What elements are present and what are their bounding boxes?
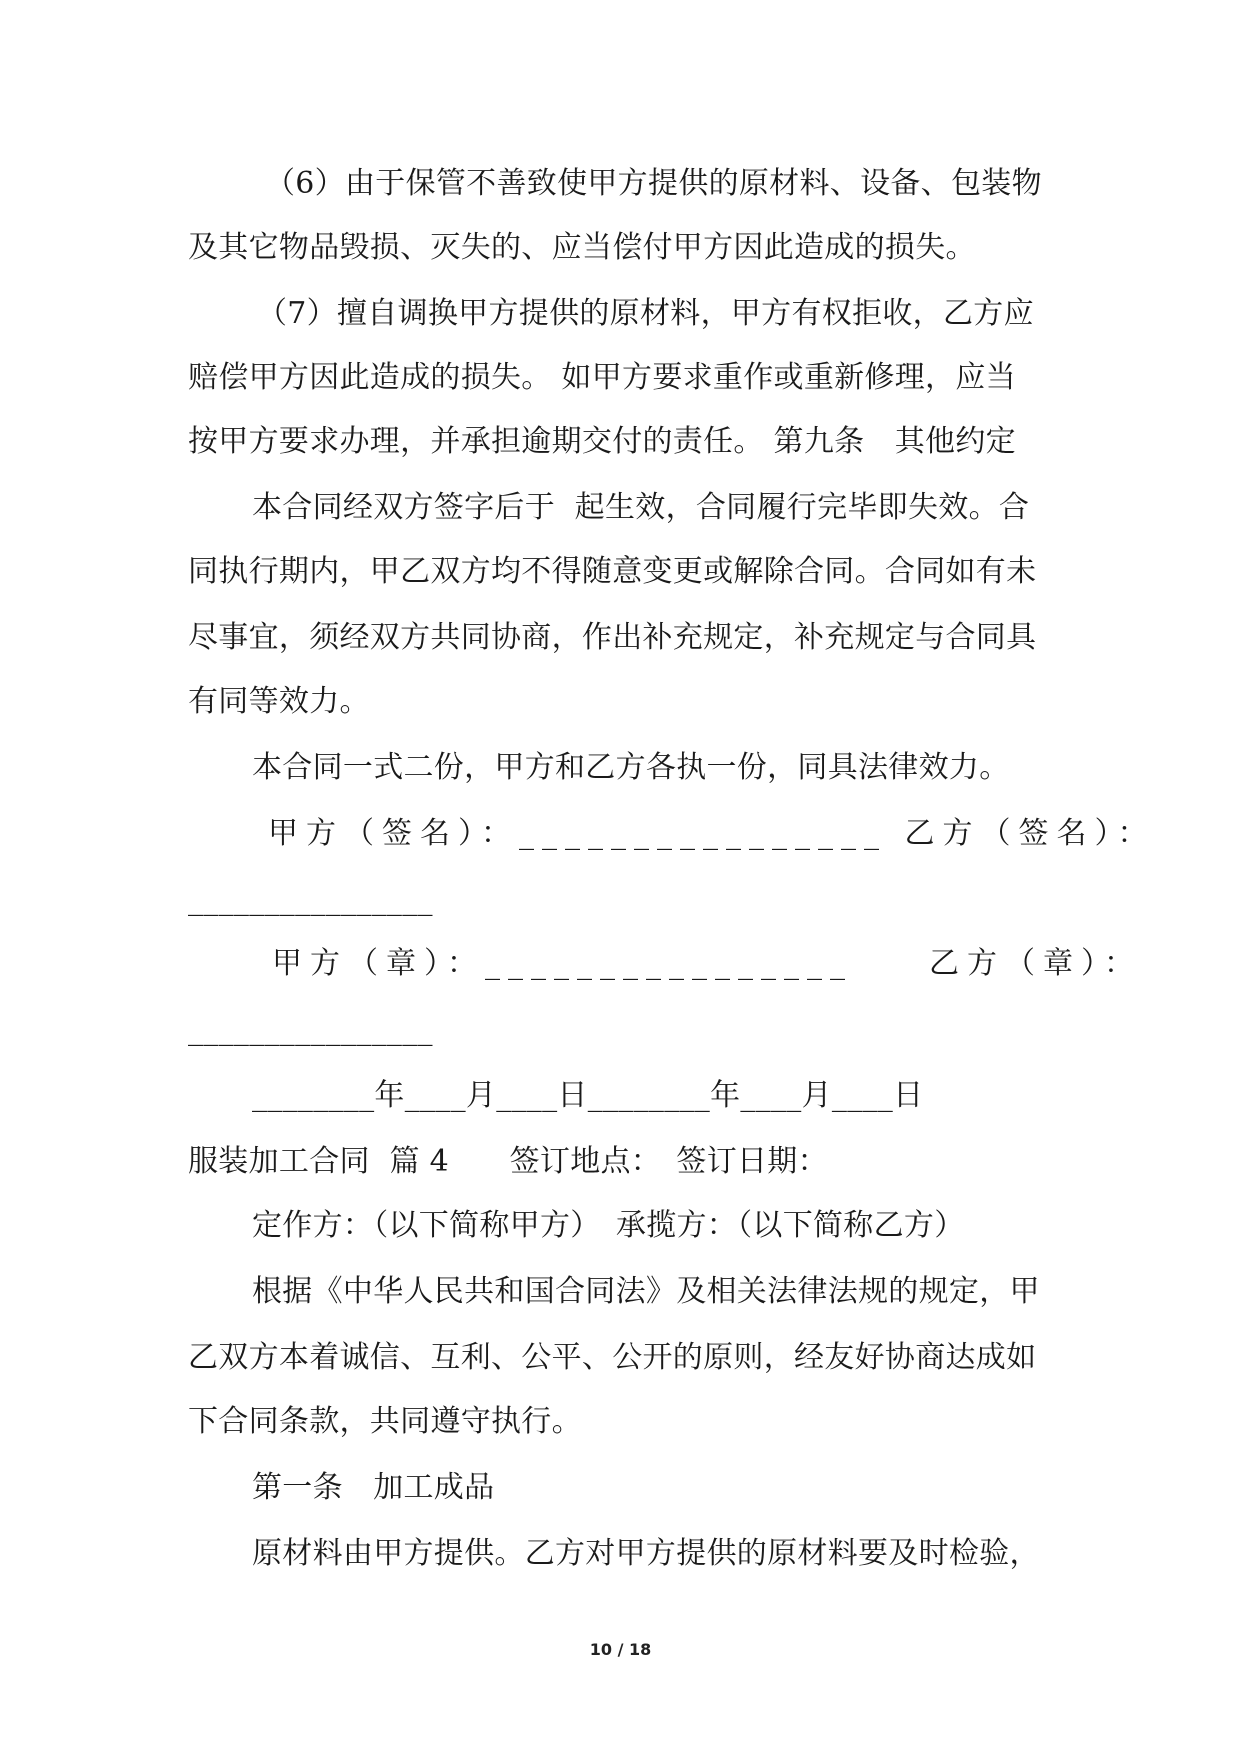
paragraph-line: 尽事宜，须经双方共同协商，作出补充规定，补充规定与合同具 [188,620,1037,655]
paragraph-line: 乙双方本着诚信、互利、公平、公开的原则，经友好协商达成如 [188,1340,1037,1375]
paragraph-line: 根据《中华人民共和国合同法》及相关法律法规的规定，甲 [252,1274,1040,1309]
paragraph-line: 赔偿甲方因此造成的损失。 如甲方要求重作或重新修理，应当 [188,360,1016,395]
paragraph-line: （7）擅自调换甲方提供的原材料，甲方有权拒收，乙方应 [257,296,1034,331]
section-heading: 服装加工合同 篇 4 签订地点： 签订日期： [188,1144,828,1179]
paragraph-line: 本合同一式二份，甲方和乙方各执一份，同具法律效力。 [252,750,1010,785]
paragraph-line: 有同等效力。 [188,684,370,719]
paragraph-line: 定作方：（以下简称甲方） 承揽方：（以下简称乙方） [252,1208,965,1243]
article-heading: 第一条 加工成品 [252,1470,495,1505]
paragraph-line: 及其它物品毁损、灭失的、应当偿付甲方因此造成的损失。 [188,230,976,265]
seal-line: 甲方（章）：________________ 乙方（章）： [272,946,1142,981]
seal-blank: ________________ [188,1012,433,1047]
paragraph-line: 原材料由甲方提供。乙方对甲方提供的原材料要及时检验， [252,1536,1040,1571]
signature-line: 甲方（签名）：________________ 乙方（签名）： [268,816,1156,851]
paragraph-line: 本合同经双方签字后于 起生效，合同履行完毕即失效。合 [252,490,1030,525]
paragraph-line: （6）由于保管不善致使甲方提供的原材料、设备、包装物 [265,166,1042,201]
paragraph-line: 按甲方要求办理，并承担逾期交付的责任。 第九条 其他约定 [188,424,1016,459]
paragraph-line: 同执行期内，甲乙双方均不得随意变更或解除合同。合同如有未 [188,554,1037,589]
page-number: 10 / 18 [589,1640,652,1659]
paragraph-line: 下合同条款，共同遵守执行。 [188,1404,582,1439]
date-line: ________年____月____日________年____月____日 [252,1078,924,1113]
signature-blank: ________________ [188,882,433,917]
